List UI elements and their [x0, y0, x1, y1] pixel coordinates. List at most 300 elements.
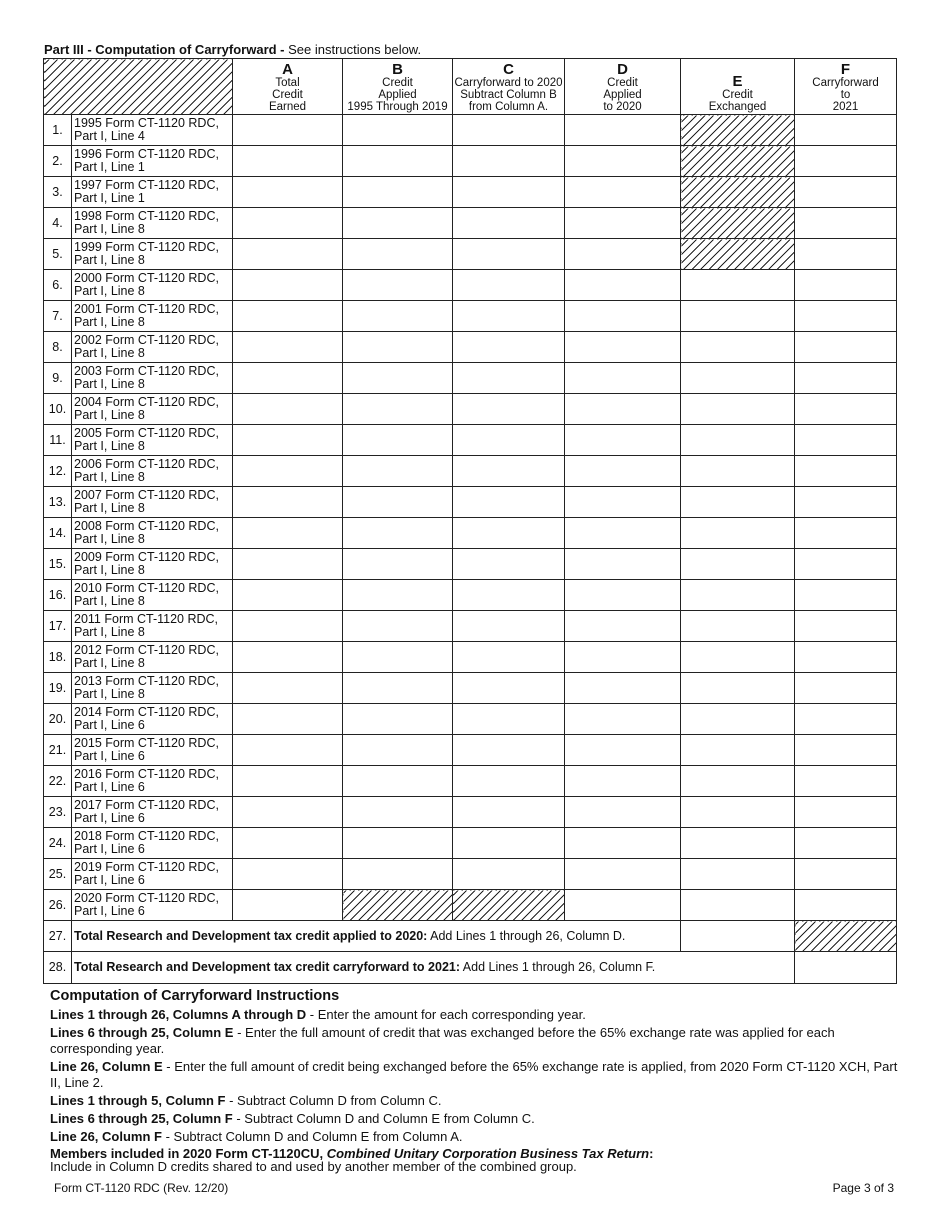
total-applied-text: Add Lines 1 through 26, Column D. — [427, 928, 626, 943]
row-label-line2: Part I, Line 8 — [74, 625, 145, 639]
row-number: 3. — [44, 177, 72, 208]
row-number: 17. — [44, 611, 72, 642]
row-label — [72, 828, 233, 859]
amount-input-col-a[interactable] — [233, 456, 343, 487]
amount-input-col-b[interactable] — [343, 332, 453, 363]
row-label-line2: Part I, Line 8 — [74, 253, 145, 267]
row-number: 23. — [44, 797, 72, 828]
amount-input-col-d[interactable] — [565, 208, 681, 239]
amount-input-col-f[interactable] — [795, 301, 897, 332]
amount-input-col-d[interactable] — [565, 673, 681, 704]
instruction-bold: Line 26, Column F — [50, 1129, 162, 1144]
amount-input-col-b[interactable] — [343, 456, 453, 487]
amount-input-col-a[interactable] — [233, 642, 343, 673]
row-number: 13. — [44, 487, 72, 518]
amount-input-col-b[interactable] — [343, 797, 453, 828]
total-applied-label — [72, 921, 681, 952]
row-label-line2: Part I, Line 4 — [74, 129, 145, 143]
table-row — [44, 487, 897, 518]
amount-input-col-e[interactable] — [681, 673, 795, 704]
row-label-line2: Part I, Line 6 — [74, 811, 145, 825]
amount-input-col-f[interactable] — [795, 797, 897, 828]
hatched-cell — [453, 890, 565, 921]
amount-input-col-d[interactable] — [565, 146, 681, 177]
column-letter: F — [840, 61, 851, 78]
amount-input-col-b[interactable] — [343, 301, 453, 332]
total-applied-input[interactable] — [681, 921, 795, 952]
amount-input-col-b[interactable] — [343, 642, 453, 673]
row-number: 28. — [44, 952, 72, 984]
row-label-line1: 2019 Form CT-1120 RDC, — [74, 860, 219, 874]
table-body — [44, 115, 897, 984]
row-label — [72, 797, 233, 828]
amount-input-col-a[interactable] — [233, 239, 343, 270]
row-label-line2: Part I, Line 8 — [74, 346, 145, 360]
row-number: 6. — [44, 270, 72, 301]
hatched-cell — [681, 239, 795, 270]
amount-input-col-a[interactable] — [233, 735, 343, 766]
amount-input-col-c[interactable] — [453, 394, 565, 425]
table-row — [44, 425, 897, 456]
amount-input-col-f[interactable] — [795, 332, 897, 363]
table-row — [44, 735, 897, 766]
amount-input-col-f[interactable] — [795, 146, 897, 177]
row-label-line1: 2012 Form CT-1120 RDC, — [74, 643, 219, 657]
instruction-bold: Lines 1 through 26, Columns A through D — [50, 1007, 307, 1022]
amount-input-col-c[interactable] — [453, 797, 565, 828]
amount-input-col-d[interactable] — [565, 177, 681, 208]
amount-input-col-f[interactable] — [795, 890, 897, 921]
table-row — [44, 611, 897, 642]
total-carryforward-text: Add Lines 1 through 26, Column F. — [460, 960, 656, 974]
amount-input-col-d[interactable] — [565, 611, 681, 642]
row-label — [72, 549, 233, 580]
column-caption: Credit — [607, 77, 638, 89]
members-note — [50, 1147, 910, 1173]
row-label-line2: Part I, Line 8 — [74, 687, 145, 701]
row-label-line2: Part I, Line 8 — [74, 501, 145, 515]
column-header-f — [795, 59, 897, 115]
amount-input-col-f[interactable] — [795, 828, 897, 859]
members-bold: Members included in 2020 Form CT-1120CU, — [50, 1146, 327, 1161]
row-label-line1: 2011 Form CT-1120 RDC, — [74, 612, 219, 626]
column-caption: Exchanged — [708, 101, 767, 113]
amount-input-col-f[interactable] — [795, 487, 897, 518]
amount-input-col-d[interactable] — [565, 487, 681, 518]
amount-input-col-e[interactable] — [681, 394, 795, 425]
column-letter: C — [503, 61, 514, 78]
amount-input-col-d[interactable] — [565, 735, 681, 766]
amount-input-col-f[interactable] — [795, 363, 897, 394]
amount-input-col-f[interactable] — [795, 859, 897, 890]
amount-input-col-f[interactable] — [795, 735, 897, 766]
row-label-line2: Part I, Line 6 — [74, 904, 145, 918]
row-label-line2: Part I, Line 8 — [74, 408, 145, 422]
row-number: 20. — [44, 704, 72, 735]
row-number: 27. — [44, 921, 72, 952]
amount-input-col-a[interactable] — [233, 208, 343, 239]
row-label-line1: 1998 Form CT-1120 RDC, — [74, 209, 219, 223]
column-caption: Carryforward — [812, 77, 879, 89]
amount-input-col-a[interactable] — [233, 890, 343, 921]
amount-input-col-f[interactable] — [795, 177, 897, 208]
table-row — [44, 890, 897, 921]
row-label-line1: 2005 Form CT-1120 RDC, — [74, 426, 219, 440]
amount-input-col-e[interactable] — [681, 859, 795, 890]
amount-input-col-a[interactable] — [233, 704, 343, 735]
row-label-line1: 2016 Form CT-1120 RDC, — [74, 767, 219, 781]
amount-input-col-d[interactable] — [565, 890, 681, 921]
row-label-line1: 1997 Form CT-1120 RDC, — [74, 178, 219, 192]
column-letter: A — [282, 61, 293, 78]
table-row — [44, 518, 897, 549]
instruction-text: - Subtract Column D from Column C. — [225, 1093, 442, 1108]
row-label-line1: 2007 Form CT-1120 RDC, — [74, 488, 219, 502]
amount-input-col-b[interactable] — [343, 115, 453, 146]
row-number: 9. — [44, 363, 72, 394]
amount-input-col-f[interactable] — [795, 208, 897, 239]
amount-input-col-a[interactable] — [233, 270, 343, 301]
row-label-line2: Part I, Line 6 — [74, 780, 145, 794]
amount-input-col-f[interactable] — [795, 456, 897, 487]
amount-input-col-f[interactable] — [795, 425, 897, 456]
table-row — [44, 456, 897, 487]
amount-input-col-f[interactable] — [795, 611, 897, 642]
hatched-cell — [795, 921, 897, 952]
amount-input-col-b[interactable] — [343, 270, 453, 301]
row-label-line1: 2004 Form CT-1120 RDC, — [74, 395, 219, 409]
amount-input-col-e[interactable] — [681, 611, 795, 642]
amount-input-col-c[interactable] — [453, 425, 565, 456]
total-carryforward-input[interactable] — [795, 952, 897, 984]
amount-input-col-a[interactable] — [233, 518, 343, 549]
column-caption: Subtract Column B — [460, 89, 557, 101]
row-label-line1: 2017 Form CT-1120 RDC, — [74, 798, 219, 812]
row-number: 22. — [44, 766, 72, 797]
amount-input-col-a[interactable] — [233, 301, 343, 332]
row-number: 21. — [44, 735, 72, 766]
table-row — [44, 363, 897, 394]
amount-input-col-f[interactable] — [795, 580, 897, 611]
part-title — [44, 42, 421, 57]
amount-input-col-a[interactable] — [233, 859, 343, 890]
row-label — [72, 890, 233, 921]
row-label — [72, 115, 233, 146]
row-label-line2: Part I, Line 6 — [74, 718, 145, 732]
row-label-line2: Part I, Line 8 — [74, 470, 145, 484]
amount-input-col-d[interactable] — [565, 859, 681, 890]
column-caption: from Column A. — [468, 101, 549, 113]
row-label — [72, 208, 233, 239]
instruction-item — [50, 1059, 910, 1091]
header-hatched-corner — [44, 59, 233, 115]
row-label-line2: Part I, Line 6 — [74, 842, 145, 856]
amount-input-col-d[interactable] — [565, 797, 681, 828]
instruction-text: - Enter the full amount of credit that was exchanged before the 65% exchange rate was applied for each corresponding year. — [50, 1025, 835, 1056]
row-label-line2: Part I, Line 8 — [74, 563, 145, 577]
amount-input-col-a[interactable] — [233, 146, 343, 177]
column-caption: Credit — [382, 77, 413, 89]
amount-input-col-e[interactable] — [681, 363, 795, 394]
amount-input-col-c[interactable] — [453, 518, 565, 549]
amount-input-col-e[interactable] — [681, 425, 795, 456]
amount-input-col-e[interactable] — [681, 518, 795, 549]
table-row — [44, 301, 897, 332]
amount-input-col-c[interactable] — [453, 580, 565, 611]
row-label-line1: 2001 Form CT-1120 RDC, — [74, 302, 219, 316]
column-header-d — [565, 59, 681, 115]
amount-input-col-a[interactable] — [233, 828, 343, 859]
amount-input-col-b[interactable] — [343, 363, 453, 394]
amount-input-col-e[interactable] — [681, 642, 795, 673]
amount-input-col-c[interactable] — [453, 487, 565, 518]
amount-input-col-b[interactable] — [343, 611, 453, 642]
amount-input-col-c[interactable] — [453, 611, 565, 642]
amount-input-col-f[interactable] — [795, 270, 897, 301]
row-number: 14. — [44, 518, 72, 549]
table-row — [44, 580, 897, 611]
amount-input-col-a[interactable] — [233, 673, 343, 704]
column-header-a — [233, 59, 343, 115]
amount-input-col-f[interactable] — [795, 549, 897, 580]
amount-input-col-d[interactable] — [565, 580, 681, 611]
column-caption: Carryforward to 2020 — [454, 77, 563, 89]
column-caption: Credit — [722, 89, 753, 101]
row-number: 4. — [44, 208, 72, 239]
amount-input-col-d[interactable] — [565, 270, 681, 301]
table-row — [44, 673, 897, 704]
amount-input-col-c[interactable] — [453, 146, 565, 177]
part-title-bold: Part III - Computation of Carryforward - — [44, 42, 285, 57]
amount-input-col-a[interactable] — [233, 797, 343, 828]
amount-input-col-e[interactable] — [681, 580, 795, 611]
amount-input-col-f[interactable] — [795, 766, 897, 797]
amount-input-col-e[interactable] — [681, 766, 795, 797]
row-label-line1: 1999 Form CT-1120 RDC, — [74, 240, 219, 254]
amount-input-col-b[interactable] — [343, 208, 453, 239]
members-text: Include in Column D credits shared to and used by another member of the combined group. — [50, 1159, 577, 1174]
amount-input-col-e[interactable] — [681, 456, 795, 487]
amount-input-col-d[interactable] — [565, 115, 681, 146]
instruction-bold: Line 26, Column E — [50, 1059, 163, 1074]
amount-input-col-e[interactable] — [681, 270, 795, 301]
row-number: 12. — [44, 456, 72, 487]
amount-input-col-d[interactable] — [565, 301, 681, 332]
amount-input-col-a[interactable] — [233, 177, 343, 208]
instruction-bold: Lines 6 through 25, Column F — [50, 1111, 233, 1126]
row-label — [72, 611, 233, 642]
table-row — [44, 270, 897, 301]
instruction-text: - Subtract Column D and Column E from Column C. — [232, 1111, 535, 1126]
members-italic: Combined Unitary Corporation Business Tax Return — [326, 1146, 650, 1161]
amount-input-col-d[interactable] — [565, 394, 681, 425]
instruction-text: - Enter the full amount of credit being exchanged before the 65% exchange rate is applied, from 2020 Form CT-1120 XCH, Part II, Line 2. — [50, 1059, 898, 1090]
row-label-line1: 2003 Form CT-1120 RDC, — [74, 364, 219, 378]
amount-input-col-d[interactable] — [565, 642, 681, 673]
amount-input-col-b[interactable] — [343, 239, 453, 270]
amount-input-col-f[interactable] — [795, 673, 897, 704]
amount-input-col-c[interactable] — [453, 828, 565, 859]
amount-input-col-c[interactable] — [453, 177, 565, 208]
amount-input-col-a[interactable] — [233, 394, 343, 425]
row-label — [72, 177, 233, 208]
amount-input-col-b[interactable] — [343, 394, 453, 425]
column-header-e — [681, 59, 795, 115]
amount-input-col-f[interactable] — [795, 518, 897, 549]
amount-input-col-b[interactable] — [343, 859, 453, 890]
amount-input-col-a[interactable] — [233, 332, 343, 363]
form-id: Form CT-1120 RDC (Rev. 12/20) — [54, 1181, 229, 1195]
amount-input-col-c[interactable] — [453, 115, 565, 146]
row-label — [72, 580, 233, 611]
table-row — [44, 797, 897, 828]
amount-input-col-f[interactable] — [795, 239, 897, 270]
column-caption: Earned — [268, 101, 307, 113]
amount-input-col-c[interactable] — [453, 549, 565, 580]
row-number: 1. — [44, 115, 72, 146]
table-row — [44, 549, 897, 580]
amount-input-col-d[interactable] — [565, 704, 681, 735]
table-row — [44, 704, 897, 735]
amount-input-col-b[interactable] — [343, 580, 453, 611]
column-caption: Applied — [603, 89, 642, 101]
row-label-line1: 1996 Form CT-1120 RDC, — [74, 147, 219, 161]
instruction-item — [50, 1007, 910, 1023]
amount-input-col-d[interactable] — [565, 766, 681, 797]
amount-input-col-a[interactable] — [233, 425, 343, 456]
amount-input-col-b[interactable] — [343, 673, 453, 704]
amount-input-col-f[interactable] — [795, 115, 897, 146]
amount-input-col-b[interactable] — [343, 735, 453, 766]
amount-input-col-e[interactable] — [681, 735, 795, 766]
row-number: 5. — [44, 239, 72, 270]
amount-input-col-d[interactable] — [565, 363, 681, 394]
instruction-item — [50, 1093, 910, 1109]
row-number: 26. — [44, 890, 72, 921]
amount-input-col-e[interactable] — [681, 797, 795, 828]
amount-input-col-c[interactable] — [453, 642, 565, 673]
column-header-c — [453, 59, 565, 115]
amount-input-col-a[interactable] — [233, 766, 343, 797]
column-caption: Applied — [378, 89, 417, 101]
row-number: 15. — [44, 549, 72, 580]
table-row — [44, 208, 897, 239]
row-number: 25. — [44, 859, 72, 890]
row-number: 19. — [44, 673, 72, 704]
table-row — [44, 766, 897, 797]
amount-input-col-d[interactable] — [565, 518, 681, 549]
row-label-line2: Part I, Line 8 — [74, 315, 145, 329]
amount-input-col-c[interactable] — [453, 735, 565, 766]
amount-input-col-a[interactable] — [233, 363, 343, 394]
amount-input-col-b[interactable] — [343, 828, 453, 859]
amount-input-col-b[interactable] — [343, 518, 453, 549]
row-label — [72, 642, 233, 673]
row-label-line2: Part I, Line 1 — [74, 160, 145, 174]
amount-input-col-e[interactable] — [681, 487, 795, 518]
amount-input-col-d[interactable] — [565, 239, 681, 270]
amount-input-col-f[interactable] — [795, 394, 897, 425]
amount-input-col-c[interactable] — [453, 239, 565, 270]
amount-input-col-c[interactable] — [453, 859, 565, 890]
row-label-line1: 2008 Form CT-1120 RDC, — [74, 519, 219, 533]
amount-input-col-e[interactable] — [681, 549, 795, 580]
amount-input-col-c[interactable] — [453, 332, 565, 363]
amount-input-col-c[interactable] — [453, 704, 565, 735]
amount-input-col-b[interactable] — [343, 425, 453, 456]
amount-input-col-d[interactable] — [565, 549, 681, 580]
row-label-line2: Part I, Line 8 — [74, 532, 145, 546]
hatched-cell — [681, 115, 795, 146]
row-label — [72, 704, 233, 735]
row-number: 8. — [44, 332, 72, 363]
amount-input-col-a[interactable] — [233, 580, 343, 611]
amount-input-col-e[interactable] — [681, 301, 795, 332]
row-label-line2: Part I, Line 1 — [74, 191, 145, 205]
amount-input-col-f[interactable] — [795, 642, 897, 673]
amount-input-col-a[interactable] — [233, 487, 343, 518]
amount-input-col-d[interactable] — [565, 332, 681, 363]
row-label — [72, 735, 233, 766]
amount-input-col-c[interactable] — [453, 301, 565, 332]
amount-input-col-c[interactable] — [453, 270, 565, 301]
amount-input-col-e[interactable] — [681, 828, 795, 859]
amount-input-col-c[interactable] — [453, 208, 565, 239]
row-label-line2: Part I, Line 8 — [74, 439, 145, 453]
column-caption: 1995 Through 2019 — [347, 101, 448, 113]
amount-input-col-c[interactable] — [453, 673, 565, 704]
amount-input-col-c[interactable] — [453, 456, 565, 487]
column-caption: Total — [275, 77, 300, 89]
amount-input-col-a[interactable] — [233, 611, 343, 642]
amount-input-col-b[interactable] — [343, 704, 453, 735]
amount-input-col-a[interactable] — [233, 115, 343, 146]
amount-input-col-e[interactable] — [681, 890, 795, 921]
instruction-bold: Lines 1 through 5, Column F — [50, 1093, 226, 1108]
amount-input-col-d[interactable] — [565, 828, 681, 859]
amount-input-col-b[interactable] — [343, 549, 453, 580]
amount-input-col-a[interactable] — [233, 549, 343, 580]
table-row — [44, 177, 897, 208]
row-number: 18. — [44, 642, 72, 673]
row-label — [72, 673, 233, 704]
row-label-line1: 2015 Form CT-1120 RDC, — [74, 736, 219, 750]
column-caption: 2021 — [832, 101, 859, 113]
amount-input-col-b[interactable] — [343, 177, 453, 208]
row-label — [72, 239, 233, 270]
amount-input-col-f[interactable] — [795, 704, 897, 735]
instruction-text: - Enter the amount for each corresponding year. — [306, 1007, 586, 1022]
total-carryforward-label — [72, 952, 795, 984]
instructions-title: Computation of Carryforward Instructions — [50, 988, 340, 1004]
amount-input-col-b[interactable] — [343, 487, 453, 518]
amount-input-col-e[interactable] — [681, 332, 795, 363]
amount-input-col-d[interactable] — [565, 425, 681, 456]
hatched-cell — [681, 208, 795, 239]
amount-input-col-e[interactable] — [681, 704, 795, 735]
amount-input-col-d[interactable] — [565, 456, 681, 487]
row-label-line2: Part I, Line 8 — [74, 222, 145, 236]
amount-input-col-c[interactable] — [453, 363, 565, 394]
row-label-line1: 2018 Form CT-1120 RDC, — [74, 829, 219, 843]
column-caption: Credit — [272, 89, 303, 101]
row-label — [72, 146, 233, 177]
table-row — [44, 115, 897, 146]
amount-input-col-b[interactable] — [343, 766, 453, 797]
amount-input-col-c[interactable] — [453, 766, 565, 797]
amount-input-col-b[interactable] — [343, 146, 453, 177]
row-number: 24. — [44, 828, 72, 859]
